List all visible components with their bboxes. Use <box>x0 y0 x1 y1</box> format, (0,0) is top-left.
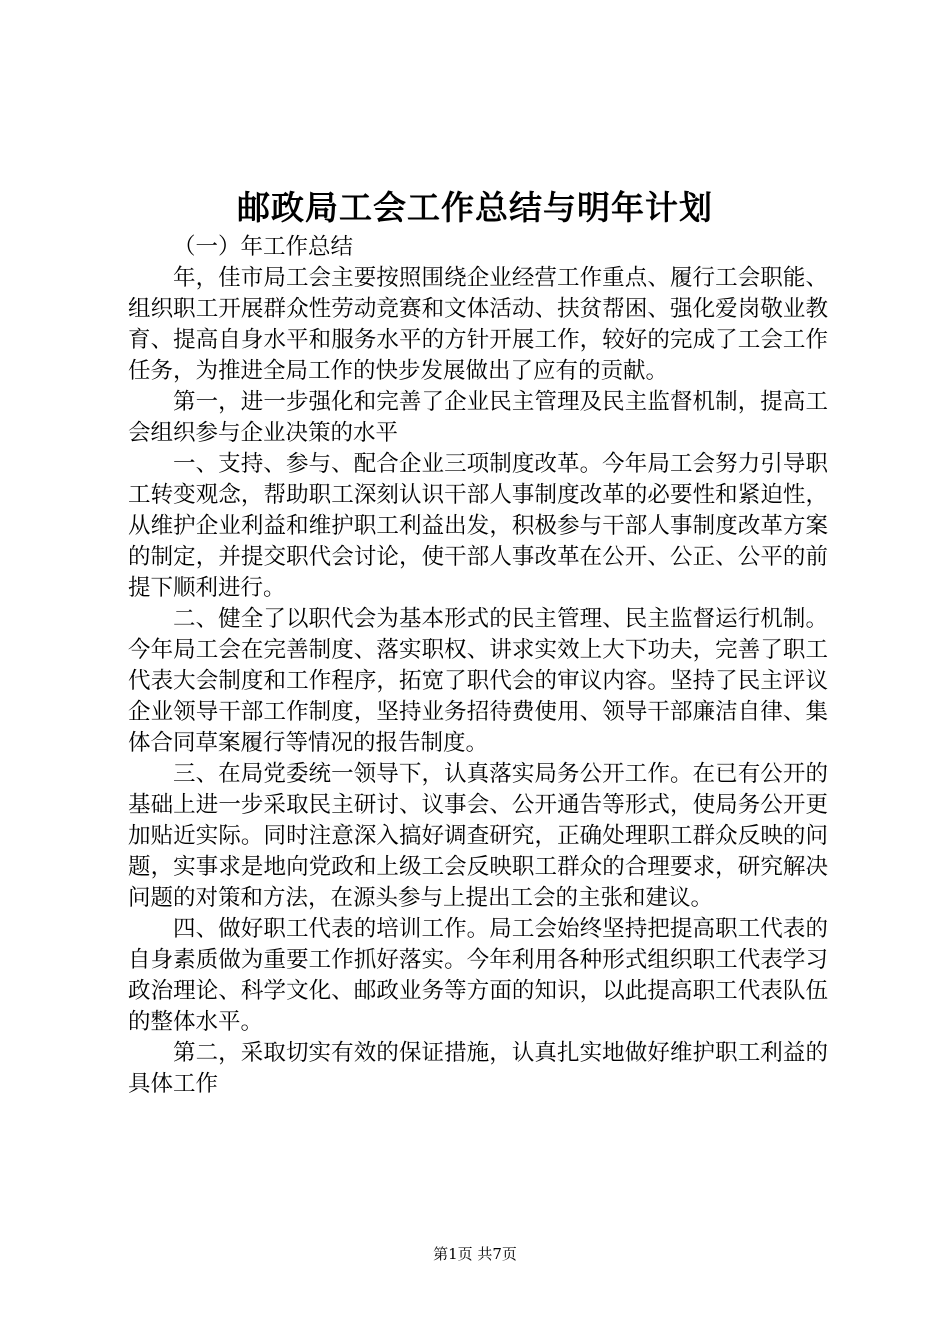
document-title: 邮政局工会工作总结与明年计划 <box>237 188 713 227</box>
paragraph: 第二，采取切实有效的保证措施，认真扎实地做好维护职工利益的具体工作 <box>128 1040 828 1097</box>
paragraph: 一、支持、参与、配合企业三项制度改革。今年局工会努力引导职工转变观念，帮助职工深刻认识干部人事制度改革的必要性和紧迫性，从维护企业利益和维护职工利益出发，积极参与干部人事制度改革方案的制定，并提交职代会讨论，使干部人事改革在公开、公正、公平的前提下顺利进行。 <box>128 451 828 601</box>
section-heading: （一）年工作总结 <box>173 234 354 260</box>
paragraph: 年，佳市局工会主要按照围绕企业经营工作重点、履行工会职能、组织职工开展群众性劳动竞赛和文体活动、扶贫帮困、强化爱岗敬业教育、提高自身水平和服务水平的方针开展工作，较好的完成了工会工作任务，为推进全局工作的快步发展做出了应有的贡献。 <box>128 265 828 384</box>
paragraph: 二、健全了以职代会为基本形式的民主管理、民主监督运行机制。今年局工会在完善制度、落实职权、讲求实效上大下功夫，完善了职工代表大会制度和工作程序，拓宽了职代会的审议内容。坚持了民主评议企业领导干部工作制度，坚持业务招待费使用、领导干部廉洁自律、集体合同草案履行等情况的报告制度。 <box>128 606 828 756</box>
paragraph: 四、做好职工代表的培训工作。局工会始终坚持把提高职工代表的自身素质做为重要工作抓好落实。今年利用各种形式组织职工代表学习政治理论、科学文化、邮政业务等方面的知识，以此提高职工代表队伍的整体水平。 <box>128 916 828 1035</box>
page-footer: 第1页 共7页 <box>433 1245 517 1263</box>
document-body <box>128 232 828 1100</box>
paragraph: 三、在局党委统一领导下，认真落实局务公开工作。在已有公开的基础上进一步采取民主研讨、议事会、公开通告等形式，使局务公开更加贴近实际。同时注意深入搞好调查研究，正确处理职工群众反映的问题，实事求是地向党政和上级工会反映职工群众的合理要求，研究解决问题的对策和方法，在源头参与上提出工会的主张和建议。 <box>128 761 828 911</box>
paragraph: 第一，进一步强化和完善了企业民主管理及民主监督机制，提高工会组织参与企业决策的水平 <box>128 389 828 446</box>
